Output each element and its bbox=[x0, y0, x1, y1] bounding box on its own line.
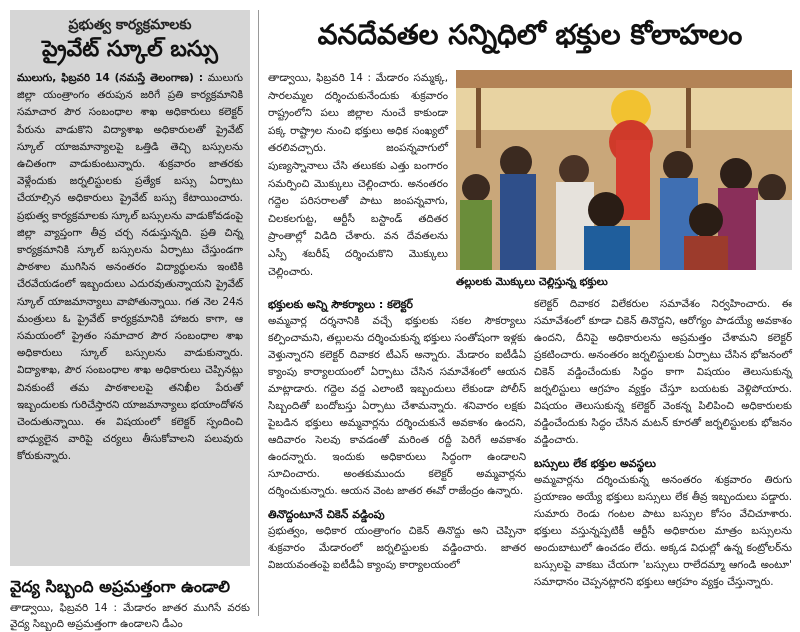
boxed-story bbox=[10, 10, 250, 566]
paragraph-chicken-continued: కలెక్టర్ దివాకర విలేకరుల సమావేశం నిర్వహించారు. ఈ సమావేశంలో కూడా చికెన్ తినొద్దని, ఆరోగ్యం పాడయ్యే అవకాశం ఉందని, దీనిపై అధికారులను అప్రమత్తం చేశామని కలెక్టర్ ప్రకటించారు. అనంతరం జర్నలిస్టులకు ఏర్పాటు చేసిన భోజనంలో చికెన్ వడ్డించేందుకు సిద్ధం కాగా విషయం తెలుసుకున్న జర్నలిస్టులు ఆగ్రహం వ్యక్తం చేస్తూ బయటకు వెళ్లిపోయారు. విషయం తెలుసుకున్న కలెక్టర్ వెంకన్న పిలిపించి అధికారులకు వడ్డించేందుకు సిద్ధం చేసిన మటన్ కూరతో జర్నలిస్టులకు భోజనం వడ్డించారు. bbox=[534, 298, 792, 446]
main-headline: వనదేవతల సన్నిధిలో భక్తుల కోలాహలం bbox=[317, 18, 743, 51]
main-column-right bbox=[534, 296, 792, 616]
subhead-buses: బస్సులు లేక భక్తుల అవస్థలు bbox=[534, 457, 656, 470]
column-divider bbox=[258, 10, 259, 616]
main-story bbox=[268, 10, 792, 616]
subhead-collector: భక్తులకు అన్ని సౌకర్యాలు : కలెక్టర్ bbox=[268, 298, 413, 311]
subhead-chicken: తినొద్దంటూనే చికెన్ వడ్డింపు bbox=[268, 508, 385, 521]
intro-paragraph: తాడ్వాయి, ఫిబ్రవరి 14 : మేడారం సమ్మక్క, సారలమ్మల దర్శించుకునేందుకు శుక్రవారం రాష్ట్రంలోని పలు జిల్లాల నుంచే కాకుండా పక్క రాష్ట్రాల నుంచి భక్తులు అధిక సంఖ్యలో తరలివచ్చారు. జంపన్నవాగులో పుణ్యస్నానాలు చేసి తలుకకు ఎత్తు బంగారం సమర్పించి మొక్కులు చెల్లించారు. అనంతరం గద్దెల పరిసరాలతో పాటు జంపన్నవాగు, చిలకలగుట్ట, ఆర్టీసీ బస్టాండ్ తదితర ప్రాంతాల్లో విడిది చేశారు. వన దేవతలను ఎస్పీ శబరీష్ దర్శించుకొని మొక్కులు చెల్లించారు. bbox=[268, 72, 448, 278]
story-body bbox=[17, 70, 243, 466]
paragraph-buses: అమ్మవార్లను దర్శించుకున్న అనంతరం శుక్రవారం తిరుగు ప్రయాణం అయ్యే భక్తులు బస్సులు లేక తీవ్ర ఇబ్బందులు పడ్డారు. సుమారు రెండు గంటల పాటు బస్సుల కోసం వేచిచూశారు. భక్తులు వస్తున్నప్పటికీ ఆర్టీసీ అధికారుల మాత్రం బస్సులను అందుబాటులో ఉంచడం లేదు. అక్కడ విధుల్లో ఉన్న కంట్రోలర్‌ను బస్సులపై వాకబు చేయగా 'బస్సులు రాలేదమ్మా ఆగండి అంటూ' సమాధానం చెప్పనట్లారని భక్తులు ఆగ్రహం వ్యక్తం చేస్తున్నారు. bbox=[534, 474, 792, 588]
second-story-headline: వైద్య సిబ్బంది అప్రమత్తంగా ఉండాలి bbox=[10, 577, 231, 596]
devotees-photo bbox=[456, 70, 792, 270]
story-dateline: ములుగు, ఫిబ్రవరి 14 (నమస్తే తెలంగాణ) : bbox=[17, 72, 203, 84]
photo-caption: తల్లులకు మొక్కులు చెల్లిస్తున్న భక్తులు bbox=[456, 276, 608, 288]
paragraph-chicken: ప్రభుత్వం, అధికార యంత్రాంగం చికెన్ తినొద్దు అని చెప్పినా శుక్రవారం మేడారంలో జర్నలిస్టులకు వడ్డించారు. జాతర విజయవంతంపై ఐటీడీఏ క్యాంపు కార్యాలయంలో bbox=[268, 525, 526, 571]
paragraph-collector: అమ్మవార్ల దర్శనానికి వచ్చే భక్తులకు సకల సౌకర్యాలు కల్పించామని, తల్లులను దర్శించుకున్న భక్తులు సంతోషంగా ఇళ్లకు వెళ్తున్నారని కలెక్టర్ దివాకర టీఎస్ అన్నారు. మేడారం ఐటీడీఏ క్యాంపు కార్యాలయంలో ఏర్పాటు చేసిన సమావేశంలో ఆయన మాట్లాడారు. గద్దెల వద్ద ఎలాంటి ఇబ్బందులు లేకుండా పోలీస్ సిబ్బందితో బందోబస్తు ఏర్పాటు చేశామన్నారు. శనివారం లక్షకు పైబడిన భక్తులు అమ్మవార్లను దర్శించుకునే అవకాశం ఉందని, ఆదివారం సెలవు కావడంతో మరింత రద్దీ పెరిగే అవకాశం ఉందన్నారు. ఇందుకు అధికారులు సిద్ధంగా ఉండాలని సూచించారు. అంతకుముందు కలెక్టర్ అమ్మవార్లను దర్శించుకున్నారు. ఆయన వెంట జాతర ఈవో రాజేంద్రం ఉన్నారు. bbox=[268, 315, 526, 497]
left-column bbox=[10, 10, 250, 630]
second-story bbox=[10, 576, 250, 630]
main-column-left bbox=[268, 296, 526, 616]
story-kicker: ప్రభుత్వ కార్యక్రమాలకు bbox=[68, 17, 192, 33]
story-text: ములుగు జిల్లా యంత్రాంగం తరుపున జరిగే ప్రతి కార్యక్రమానికి సమాచార పౌర సంబంధాల శాఖ అధికారులు కలెక్టర్ పేరును వాడుకొని విద్యాశాఖ అధికారులతో ప్రైవేట్ స్కూల్ యాజమాన్యాలపై ఒత్తిడి తెచ్చి బస్సులను ఉచితంగా వాడుకుంటున్నారు. శుక్రవారం జాతరకు వెళ్లేందుకు జర్నలిస్టులకు ప్రత్యేక బస్సు ఏర్పాటు చేయాల్సిన అధికారులు ప్రైవేట్ బస్సు కేటాయించారు. ప్రభుత్వ కార్యక్రమాలకు స్కూల్ బస్సులను వాడుకోవడంపై జిల్లా వ్యాప్తంగా తీవ్ర చర్చ నడుస్తున్నది. ప్రతి చిన్న కార్యక్రమానికి స్కూల్ బస్సులను ఏర్పాటు చేస్తుండగా పాఠశాల ముగిసిన అనంతరం విద్యార్థులను ఇంటికి చేరవేయడంలో ఇబ్బందులు ఎదురవుతున్నాయని ప్రైవేట్ స్కూల్ యాజమాన్యాలు వాపోతున్నాయి. గత నెల 24న మంత్రులు ఓ ప్రైవేట్ కార్యక్రమానికి హాజరు కాగా, ఆ సమయంలో ప్రైతం సమాచార పౌర సంబంధాల శాఖ అధికారులు స్కూల్ బస్సులను వాడుకున్నారు. విద్యాశాఖ, పౌర సంబంధాల శాఖ అధికారులు చెప్పినట్లు వినకుంటే తమ పాఠశాలలపై తనిఖీల పేరుతో ఇబ్బందులకు గురిచేస్తారని యాజమాన్యాలు భయాందోళన చెందుతున్నాయి. ఈ విషయంలో కలెక్టర్ స్పందించి బాధ్యులైన వారిపై చర్యలు తీసుకోవాలని పలువురు కోరుకున్నారు. bbox=[17, 72, 243, 463]
second-story-body: తాడ్వాయి, ఫిబ్రవరి 14 : మేడారం జాతర ముగిసే వరకు వైద్య సిబ్బంది అప్రమత్తంగా ఉండాలని డీఎం bbox=[10, 602, 250, 630]
story-headline: ప్రైవేట్ స్కూల్ బస్సు bbox=[42, 37, 218, 62]
